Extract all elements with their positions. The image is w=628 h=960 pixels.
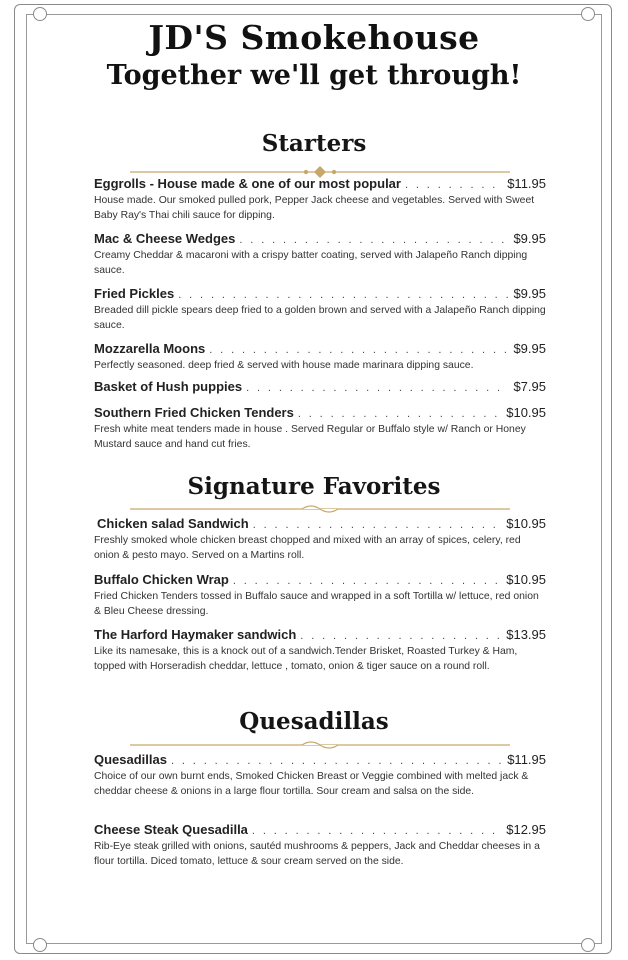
item-description: Perfectly seasoned. deep fried & served with house made marinara dipping sauce. [94, 360, 474, 371]
leader-dots [300, 630, 502, 642]
corner-ornament-icon [581, 938, 595, 952]
item-price: $7.95 [513, 379, 546, 394]
item-description: Freshly smoked whole chicken breast chopped and mixed with an array of spices, celery, red onion & pesto mayo. Served on a Martins roll. [94, 535, 521, 561]
menu-item [94, 176, 546, 223]
section-title-signature-favorites: Signature Favorites [187, 473, 441, 500]
leader-dots [178, 289, 509, 301]
divider-flourish-icon [120, 503, 520, 515]
leader-dots [171, 755, 503, 767]
menu-item [94, 752, 546, 799]
item-name: Mozzarella Moons [94, 341, 206, 356]
menu-item [94, 516, 546, 563]
item-price: $10.95 [506, 516, 546, 531]
item-description: House made. Our smoked pulled pork, Pepper Jack cheese and vegetables. Served with Sweet Baby Ray's Thai chili sauce for dipping. [94, 195, 535, 221]
menu-item [94, 572, 546, 619]
menu-item [94, 231, 546, 278]
item-name: Cheese Steak Quesadilla [94, 822, 248, 837]
item-price: $10.95 [506, 405, 546, 420]
item-price: $11.95 [507, 752, 546, 767]
item-price: $10.95 [506, 572, 546, 587]
section-title-quesadillas: Quesadillas [239, 708, 389, 735]
leader-dots [239, 234, 509, 246]
restaurant-name: JD'S Smokehouse [148, 18, 480, 57]
item-name: Quesadillas [94, 752, 167, 767]
item-description: Creamy Cheddar & macaroni with a crispy batter coating, served with Jalapeño Ranch dipping sauce. [94, 250, 528, 276]
menu-item [94, 379, 546, 396]
section-title-starters: Starters [261, 130, 367, 157]
item-name: Basket of Hush puppies [94, 379, 243, 394]
tagline: Together we'll get through! [106, 60, 522, 91]
item-description: Fresh white meat tenders made in house . Served Regular or Buffalo style w/ Ranch or Honey Mustard sauce and hand cut fries. [94, 424, 526, 450]
menu-item [94, 822, 546, 869]
menu-item [94, 627, 546, 674]
leader-dots [233, 575, 502, 587]
item-description: Breaded dill pickle spears deep fried to a golden brown and served with a Jalapeño Ranch dipping sauce. [94, 305, 546, 331]
item-price: $9.95 [513, 341, 546, 356]
menu-item [94, 286, 546, 333]
leader-dots [209, 344, 509, 356]
item-name: Fried Pickles [94, 286, 175, 301]
leader-dots [405, 179, 503, 191]
item-price: $9.95 [513, 231, 546, 246]
divider-flourish-icon [120, 739, 520, 751]
leader-dots [246, 382, 509, 394]
item-price: $11.95 [507, 176, 546, 191]
item-description: Fried Chicken Tenders tossed in Buffalo sauce and wrapped in a soft Tortilla w/ lettuce, red onion & Bleu Cheese dressing. [94, 591, 539, 617]
item-price: $9.95 [513, 286, 546, 301]
leader-dots [252, 825, 502, 837]
leader-dots [253, 519, 503, 531]
item-description: Choice of our own burnt ends, Smoked Chicken Breast or Veggie combined with melted jack & cheddar cheese & onions in a large flour tortilla. Sour cream and salsa on the side. [94, 771, 529, 797]
item-name: Mac & Cheese Wedges [94, 231, 236, 246]
leader-dots [298, 408, 502, 420]
menu-item [94, 341, 546, 374]
corner-ornament-icon [33, 938, 47, 952]
item-price: $12.95 [506, 822, 546, 837]
item-name: Chicken salad Sandwich [97, 516, 249, 531]
item-name: Buffalo Chicken Wrap [94, 572, 229, 587]
item-name: Southern Fried Chicken Tenders [94, 405, 294, 420]
item-description: Rib-Eye steak grilled with onions, sautéd mushrooms & peppers, Jack and Cheddar cheeses in a flour tortilla. Diced tomato, lettuce & sour cream served on the side. [94, 841, 540, 867]
item-price: $13.95 [506, 627, 546, 642]
item-name: Eggrolls - House made & one of our most popular [94, 176, 401, 191]
menu-item [94, 405, 546, 452]
item-name: The Harford Haymaker sandwich [94, 627, 297, 642]
item-description: Like its namesake, this is a knock out of a sandwich.Tender Brisket, Roasted Turkey & Ham, topped with Horseradish cheddar, lettuce , tomato, onion & tiger sauce on a round roll. [94, 646, 518, 672]
